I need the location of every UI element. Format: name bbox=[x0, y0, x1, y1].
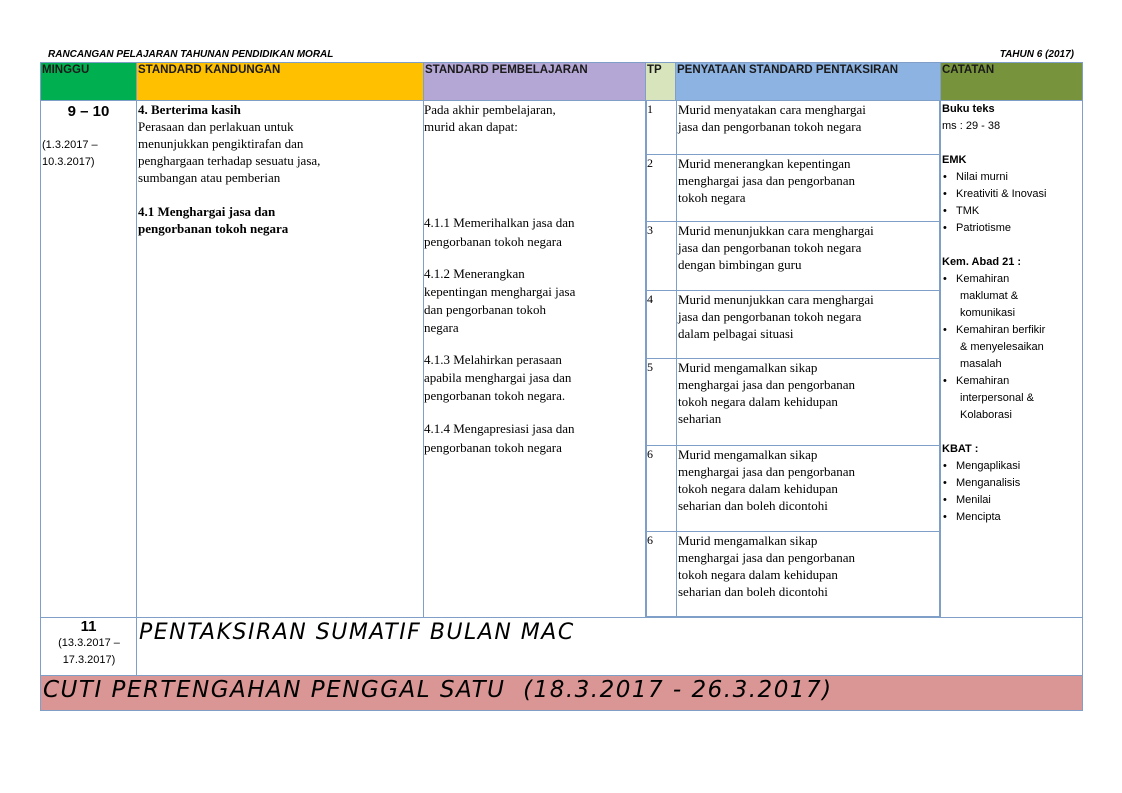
mid-term-break: CUTI PERTENGAHAN PENGGAL SATU (18.3.2017 - 26.3.2017) bbox=[41, 676, 1083, 711]
sp-line: negara bbox=[424, 320, 459, 335]
document-title: RANCANGAN PELAJARAN TAHUNAN PENDIDIKAN MORAL bbox=[48, 49, 334, 60]
week-number: 11 bbox=[80, 618, 97, 635]
tp-level: 2 bbox=[647, 154, 677, 221]
kbat-label: KBAT : bbox=[942, 443, 979, 455]
sp-line: 4.1.4 Mengapresiasi jasa dan bbox=[424, 421, 575, 436]
tp-line: dalam pelbagai situasi bbox=[678, 325, 794, 341]
week-date-end: 10.3.2017) bbox=[42, 156, 95, 168]
sk-line: menunjukkan pengiktirafan dan bbox=[138, 136, 304, 151]
sp-line: pengorbanan tokoh negara bbox=[424, 234, 562, 249]
tp-level: 3 bbox=[647, 221, 677, 290]
list-item: • Patriotisme bbox=[942, 220, 1082, 237]
header-minggu: MINGGU bbox=[41, 63, 137, 101]
list-item bbox=[942, 322, 1082, 373]
list-item bbox=[942, 271, 1082, 322]
week-row-11 bbox=[41, 618, 1083, 676]
header-row bbox=[41, 63, 1083, 101]
tp-line: Murid mengamalkan sikap bbox=[678, 359, 818, 375]
list-line: • Kemahiran berfikir bbox=[956, 324, 1046, 336]
sk-subtitle: 4.1 Menghargai jasa dan bbox=[138, 204, 276, 219]
list-item: • Kreativiti & Inovasi bbox=[942, 186, 1082, 203]
sp-line: apabila menghargai jasa dan bbox=[424, 370, 572, 385]
tp-line: tokoh negara dalam kehidupan bbox=[678, 480, 838, 496]
sp-line: 4.1.1 Memerihalkan jasa dan bbox=[424, 215, 575, 230]
sp-line: 4.1.3 Melahirkan perasaan bbox=[424, 352, 562, 367]
tp-description bbox=[677, 101, 940, 154]
list-line: maklumat & bbox=[960, 290, 1019, 302]
sumatif-assessment: PENTAKSIRAN SUMATIF BULAN MAC bbox=[137, 618, 1083, 676]
list-line: Kolaborasi bbox=[960, 409, 1012, 421]
sp-intro: murid akan dapat: bbox=[424, 119, 518, 134]
sp-line: kepentingan menghargai jasa bbox=[424, 284, 576, 299]
lesson-plan-table bbox=[40, 62, 1083, 711]
list-line: masalah bbox=[960, 358, 1002, 370]
header-catatan: CATATAN bbox=[941, 63, 1083, 101]
tp-line: Murid menerangkan kepentingan bbox=[678, 155, 851, 171]
tp-line: Murid menunjukkan cara menghargai bbox=[678, 291, 874, 307]
list-item: • TMK bbox=[942, 203, 1082, 220]
document-header bbox=[48, 49, 1074, 61]
list-item: • Menilai bbox=[942, 492, 1082, 509]
kbat-list bbox=[942, 458, 1082, 526]
tp-line: seharian bbox=[678, 410, 722, 426]
list-item: • Mengaplikasi bbox=[942, 458, 1082, 475]
tp-pst-cell bbox=[646, 101, 941, 618]
standard-pembelajaran-cell bbox=[424, 101, 646, 618]
list-line: & menyelesaikan bbox=[960, 341, 1044, 353]
sp-line: pengorbanan tokoh negara. bbox=[424, 388, 566, 403]
header-standard-pembelajaran: STANDARD PEMBELAJARAN bbox=[424, 63, 646, 101]
tp-level: 6 bbox=[647, 445, 677, 531]
sk-subtitle-cont: pengorbanan tokoh negara bbox=[138, 221, 289, 236]
week-date-start: (13.3.2017 – bbox=[58, 637, 120, 649]
list-item: • Menganalisis bbox=[942, 475, 1082, 492]
tp-line: tokoh negara bbox=[678, 189, 746, 205]
sp-item bbox=[424, 213, 645, 251]
catatan-cell bbox=[941, 101, 1083, 618]
week-date-end: 17.3.2017) bbox=[62, 654, 116, 666]
tp-line: jasa dan pengorbanan tokoh negara bbox=[678, 308, 862, 324]
tp-line: jasa dan pengorbanan tokoh negara bbox=[678, 239, 862, 255]
sk-title: 4. Berterima kasih bbox=[138, 102, 241, 117]
standard-kandungan-cell bbox=[137, 101, 424, 618]
tp-description bbox=[677, 445, 940, 531]
sp-intro: Pada akhir pembelajaran, bbox=[424, 102, 556, 117]
tp-line: Murid mengamalkan sikap bbox=[678, 446, 818, 462]
sk-line: Perasaan dan perlakuan untuk bbox=[138, 119, 294, 134]
week-row-9-10 bbox=[41, 101, 1083, 618]
week-cell bbox=[41, 101, 137, 618]
tp-description bbox=[677, 290, 940, 358]
header-tp: TP bbox=[646, 63, 676, 101]
tp-line: menghargai jasa dan pengorbanan bbox=[678, 549, 855, 565]
tp-description bbox=[677, 358, 940, 445]
sp-line: pengorbanan tokoh negara bbox=[424, 440, 562, 455]
list-line: • Kemahiran bbox=[956, 273, 1010, 285]
tp-line: Murid mengamalkan sikap bbox=[678, 532, 818, 548]
tp-level: 5 bbox=[647, 358, 677, 445]
tp-description bbox=[677, 154, 940, 221]
tp-description bbox=[677, 221, 940, 290]
abad-21-label: Kem. Abad 21 : bbox=[942, 256, 1022, 268]
sp-line: dan pengorbanan tokoh bbox=[424, 302, 547, 317]
tp-line: menghargai jasa dan pengorbanan bbox=[678, 376, 855, 392]
header-standard-kandungan: STANDARD KANDUNGAN bbox=[137, 63, 424, 101]
list-item: • Nilai murni bbox=[942, 169, 1082, 186]
tp-line: seharian dan boleh dicontohi bbox=[678, 497, 828, 513]
week-number: 9 – 10 bbox=[67, 103, 110, 120]
emk-list bbox=[942, 169, 1082, 237]
document-year: TAHUN 6 (2017) bbox=[999, 49, 1074, 60]
tp-line: dengan bimbingan guru bbox=[678, 256, 802, 272]
buku-teks-label: Buku teks bbox=[942, 103, 995, 115]
sp-item bbox=[424, 351, 645, 405]
week-date-start: (1.3.2017 – bbox=[42, 139, 98, 151]
tp-description bbox=[677, 531, 940, 616]
tp-line: tokoh negara dalam kehidupan bbox=[678, 566, 838, 582]
list-item: • Mencipta bbox=[942, 509, 1082, 526]
sp-item bbox=[424, 419, 645, 457]
tp-line: tokoh negara dalam kehidupan bbox=[678, 393, 838, 409]
list-line: • Kemahiran bbox=[956, 375, 1010, 387]
emk-label: EMK bbox=[942, 154, 967, 166]
tp-line: jasa dan pengorbanan tokoh negara bbox=[678, 119, 862, 134]
list-line: interpersonal & bbox=[960, 392, 1034, 404]
tp-line: Murid menyatakan cara menghargai bbox=[678, 102, 866, 117]
cuti-row bbox=[41, 676, 1083, 711]
abad-21-list bbox=[942, 271, 1082, 424]
buku-teks-pages: ms : 29 - 38 bbox=[942, 120, 1001, 132]
list-item bbox=[942, 373, 1082, 424]
tp-table bbox=[646, 101, 940, 617]
tp-line: menghargai jasa dan pengorbanan bbox=[678, 463, 855, 479]
header-penyataan-standard: PENYATAAN STANDARD PENTAKSIRAN bbox=[676, 63, 941, 101]
tp-level: 6 bbox=[647, 531, 677, 616]
sk-line: penghargaan terhadap sesuatu jasa, bbox=[138, 153, 321, 168]
sp-line: 4.1.2 Menerangkan bbox=[424, 266, 525, 281]
tp-level: 1 bbox=[647, 101, 677, 154]
tp-level: 4 bbox=[647, 290, 677, 358]
sk-line: sumbangan atau pemberian bbox=[138, 170, 281, 185]
list-line: komunikasi bbox=[960, 307, 1016, 319]
tp-line: Murid menunjukkan cara menghargai bbox=[678, 222, 874, 238]
tp-line: menghargai jasa dan pengorbanan bbox=[678, 172, 855, 188]
week-cell bbox=[41, 618, 137, 676]
sp-item bbox=[424, 265, 645, 337]
tp-line: seharian dan boleh dicontohi bbox=[678, 583, 828, 599]
